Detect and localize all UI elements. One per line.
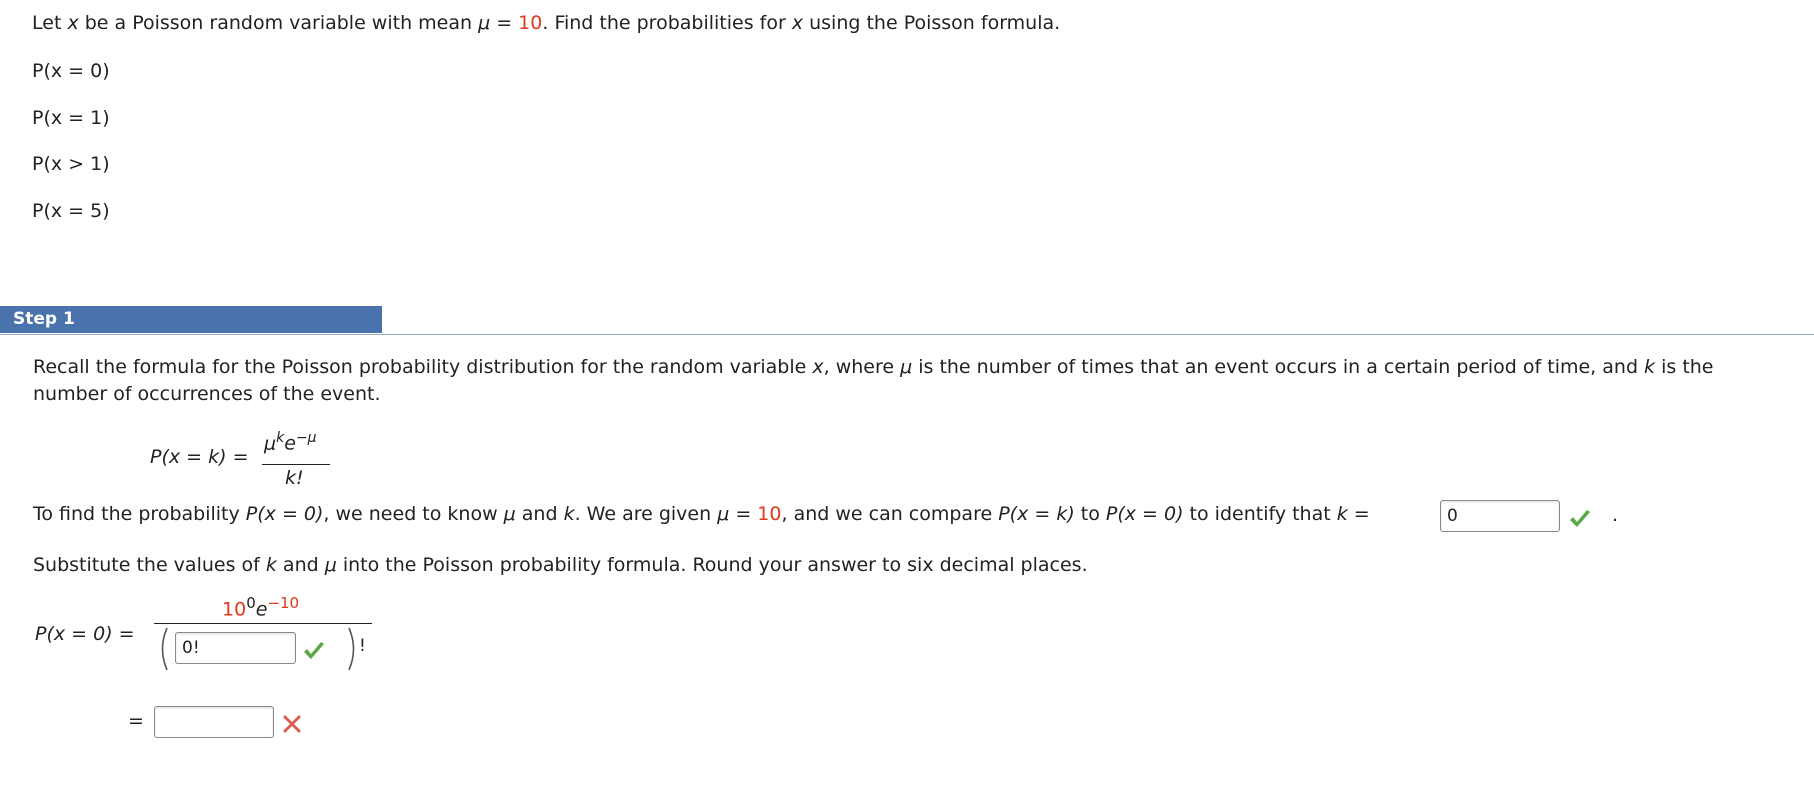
find-period: . [1612, 504, 1619, 526]
mu-value: 10 [518, 12, 543, 34]
formula-numerator: $\mu^ke^{-\mu}$ [264, 430, 317, 455]
question-pgt1: P(x > 1) [32, 153, 110, 175]
k-answer-input[interactable] [1440, 500, 1560, 532]
step-header: Step 1 [0, 306, 382, 333]
left-paren-icon [156, 626, 170, 672]
substitute-fraction-bar [154, 623, 372, 624]
check-icon [302, 640, 326, 662]
problem-intro: Let x be a Poisson random variable with mean μ = 10. Find the probabilities for x using the Poisson formula. [32, 12, 1061, 34]
question-p0: P(x = 0) [32, 60, 110, 82]
recall-line-1: Recall the formula for the Poisson probability distribution for the random variable x, where μ is the number of times that an event occurs in a certain period of time, and k is the [33, 356, 1714, 378]
question-p5: P(x = 5) [32, 200, 110, 222]
formula-lhs: P(x = k) = [150, 446, 249, 468]
question-p1: P(x = 1) [32, 107, 110, 129]
find-k-text: To find the probability P(x = 0), we need to know μ and k. We are given μ = 10, and we can compare P(x = k) to P(x = 0) to identify that k = [33, 503, 1370, 525]
right-paren-icon [346, 626, 360, 672]
recall-line-2: number of occurrences of the event. [33, 383, 381, 405]
step-divider [0, 334, 1814, 335]
substitute-numerator: $10^0e^{-10}$ [222, 594, 300, 621]
formula-fraction-bar [262, 464, 330, 465]
factorial-symbol: ! [359, 636, 366, 656]
formula-denominator: k! [285, 467, 304, 489]
denominator-answer-input[interactable] [175, 632, 296, 664]
cross-icon [281, 713, 303, 735]
equals-sign: = [128, 710, 144, 732]
check-icon [1568, 508, 1592, 530]
final-answer-input[interactable] [154, 706, 274, 738]
substitute-lhs: P(x = 0) = [35, 623, 135, 645]
substitute-text: Substitute the values of k and μ into the Poisson probability formula. Round your answer to six decimal places. [33, 554, 1088, 576]
